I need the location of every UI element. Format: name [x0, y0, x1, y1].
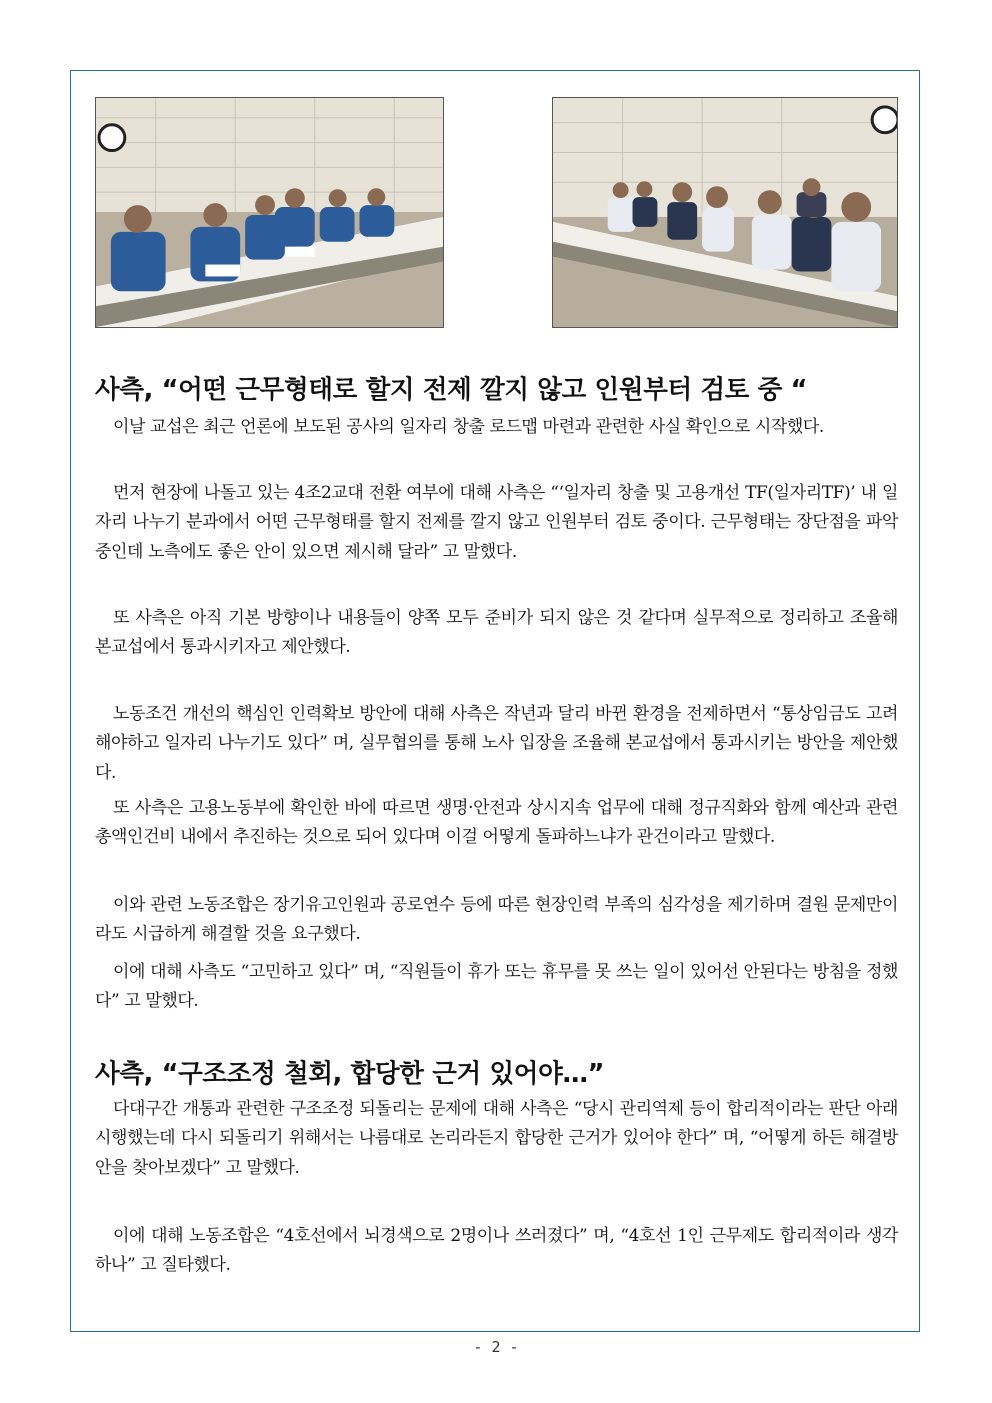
- paragraph: 이와 관련 노동조합은 장기유고인원과 공로연수 등에 따른 현장인력 부족의 심각성을 제기하며 결원 문제만이라도 시급하게 해결할 것을 요구했다.: [95, 895, 898, 945]
- meeting-photo-union-side: [95, 97, 444, 328]
- paragraph: 이에 대해 노동조합은 “4호선에서 뇌경색으로 2명이나 쓰러졌다” 며, “4호선 1인 근무제도 합리적이라 생각하나” 고 질타했다.: [95, 1226, 898, 1276]
- paragraph: 노동조건 개선의 핵심인 인력확보 방안에 대해 사측은 작년과 달리 바뀐 환경을 전제하면서 “통상임금도 고려해야하고 일자리 나누기도 있다” 며, 실무협의를 통해 노사 입장을 조율해 본교섭에서 통과시키는 방안을 제안했다.: [95, 704, 898, 783]
- meeting-photo-management-side: [552, 97, 898, 328]
- section-heading-1: 사측, “어떤 근무형태로 할지 전제 깔지 않고 인원부터 검토 중 “: [95, 375, 808, 405]
- paragraph: 또 사측은 고용노동부에 확인한 바에 따르면 생명·안전과 상시지속 업무에 대해 정규직화와 함께 예산과 관련 총액인건비 내에서 추진하는 것으로 되어 있다며 이걸 어떻게 돌파하느냐가 관건이라고 말했다.: [95, 798, 898, 848]
- page-number: - 2 -: [473, 1338, 519, 1356]
- paragraph: 이에 대해 사측도 “고민하고 있다” 며, “직원들이 휴가 또는 휴무를 못 쓰는 일이 있어선 안된다는 방침을 정했다” 고 말했다.: [95, 962, 898, 1012]
- paragraph: 먼저 현장에 나돌고 있는 4조2교대 전환 여부에 대해 사측은 “‘일자리 창출 및 고용개선 TF(일자리TF)’ 내 일자리 나누기 분과에서 어떤 근무형태를 할지 전제를 깔지 않고 인원부터 검토 중이다. 근무형태는 장단점을 파악 중인데 노측에도 좋은 안이 있으면 제시해 달라” 고 말했다.: [95, 483, 898, 562]
- paragraph: 이날 교섭은 최근 언론에 보도된 공사의 일자리 창출 로드맵 마련과 관련한 사실 확인으로 시작했다.: [113, 417, 824, 437]
- paragraph: 다대구간 개통과 관련한 구조조정 되돌리는 문제에 대해 사측은 “당시 관리역제 등이 합리적이라는 판단 아래 시행했는데 다시 되돌리기 위해서는 나름대로 논리라든지 합당한 근거가 있어야 한다” 며, “어떻게 하든 해결방안을 찾아보겠다” 고 말했다.: [95, 1099, 898, 1178]
- section-heading-2: 사측, “구조조정 철회, 합당한 근거 있어야…”: [95, 1059, 605, 1089]
- paragraph: 또 사측은 아직 기본 방향이나 내용들이 양쪽 모두 준비가 되지 않은 것 같다며 실무적으로 정리하고 조율해 본교섭에서 통과시키자고 제안했다.: [95, 608, 898, 658]
